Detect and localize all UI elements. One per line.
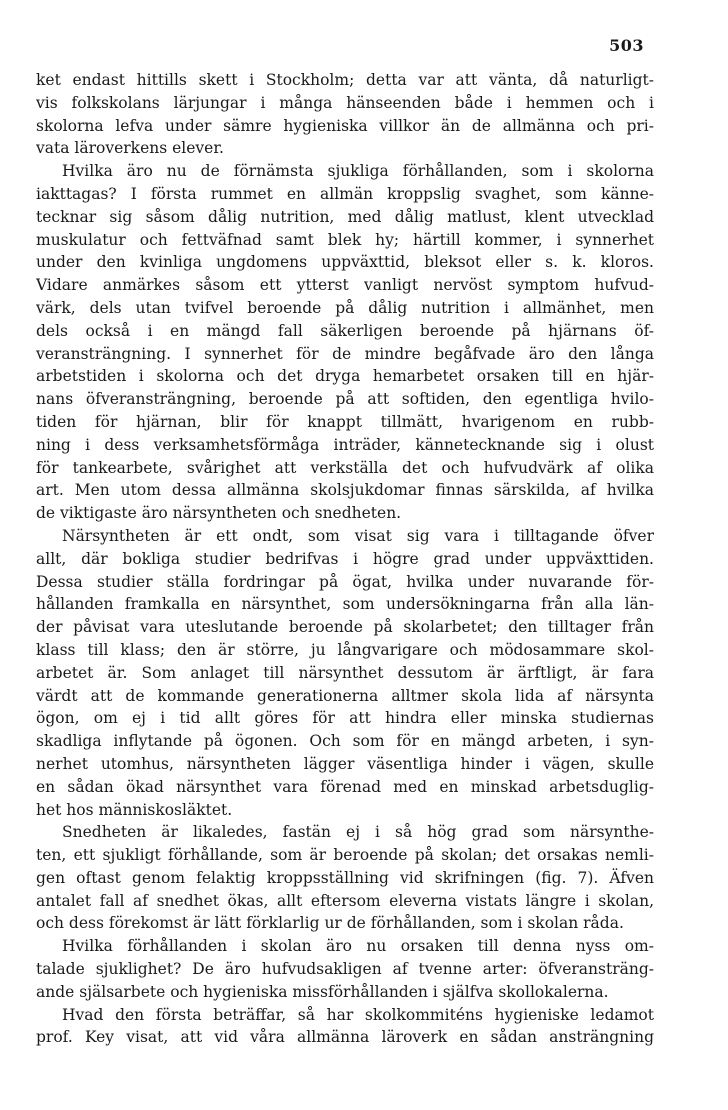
text-line: muskulatur och fettväfnad samt blek hy; härtill kommer, i synnerhet [36, 230, 654, 249]
text-line: antalet fall af snedhet ökas, allt eftersom eleverna vistats längre i skolan, [36, 891, 654, 910]
text-line: Vidare anmärkes såsom ett ytterst vanligt nervöst symptom hufvud- [36, 276, 654, 295]
text-line: nerhet utomhus, närsyntheten lägger väsentliga hinder i vägen, skulle [36, 754, 654, 773]
text-line: nans öfveransträngning, beroende på att softiden, den egentliga hvilo- [36, 390, 654, 409]
text-line: arbetstiden i skolorna och det dryga hemarbetet orsaken till en hjär- [36, 367, 654, 386]
text-line: ögon, om ej i tid allt göres för att hindra eller minska studiernas [36, 709, 654, 728]
text-line: iakttagas? I första rummet en allmän kroppslig svaghet, som känne- [36, 184, 654, 203]
text-line: der påvisat vara uteslutande beroende på skolarbetet; den tilltager från [36, 618, 654, 637]
text-line: Hvilka förhållanden i skolan äro nu orsaken till denna nyss om- [62, 937, 654, 956]
text-line: en sådan ökad närsynthet vara förenad med en minskad arbetsduglig- [36, 777, 654, 796]
text-line: de viktigaste äro närsyntheten och snedheten. [36, 504, 402, 523]
text-line: hållanden framkalla en närsynthet, som undersökningarna från alla län- [36, 595, 654, 614]
text-line: het hos människosläktet. [36, 800, 233, 819]
text-line: tecknar sig såsom dålig nutrition, med dålig matlust, klent utvecklad [36, 207, 654, 226]
text-line: Hvilka äro nu de förnämsta sjukliga förhållanden, som i skolorna [62, 162, 654, 181]
text-line: Dessa studier ställa fordringar på ögat, hvilka under nuvarande för- [36, 572, 654, 591]
page-number: 503 [609, 36, 644, 55]
text-line: skadliga inflytande på ögonen. Och som för en mängd arbeten, i syn- [36, 732, 654, 751]
text-line: vata läroverkens elever. [36, 139, 224, 158]
text-line: ning i dess verksamhetsförmåga inträder, kännetecknande sig i olust [36, 435, 654, 454]
text-line: Hvad den första beträffar, så har skolkommiténs hygieniske ledamot [62, 1005, 654, 1024]
text-line: dels också i en mängd fall säkerligen beroende på hjärnans öf- [36, 321, 654, 340]
text-line: veransträngning. I synnerhet för de mindre begåfvade äro den långa [36, 344, 654, 363]
text-line: gen oftast genom felaktig kroppsställning vid skrifningen (fig. 7). Äfven [36, 868, 654, 887]
text-line: vis folkskolans lärjungar i många hänseenden både i hemmen och i [36, 93, 654, 112]
text-line: skolorna lefva under sämre hygieniska villkor än de allmänna och pri- [36, 116, 654, 135]
text-line: Närsyntheten är ett ondt, som visat sig vara i tilltagande öfver [62, 526, 654, 545]
text-line: för tankearbete, svårighet att verkställa det och hufvudvärk af olika [36, 458, 654, 477]
text-line: arbetet är. Som anlaget till närsynthet dessutom är ärftligt, är fara [36, 663, 654, 682]
text-line: tiden för hjärnan, blir för knappt tillmätt, hvarigenom en rubb- [36, 412, 654, 431]
text-line: Snedheten är likaledes, fastän ej i så hög grad som närsynthe- [62, 823, 654, 842]
text-line: ket endast hittills skett i Stockholm; detta var att vänta, då naturligt- [36, 71, 654, 89]
text-line: och dess förekomst är lätt förklarlig ur de förhållanden, som i skolan råda. [36, 914, 624, 933]
text-line: värdt att de kommande generationerna alltmer skola lida af närsynta [36, 686, 654, 705]
text-line: ten, ett sjukligt förhållande, som är beroende på skolan; det orsakas nemli- [36, 846, 654, 865]
text-line: art. Men utom dessa allmänna skolsjukdomar finnas särskilda, af hvilka [36, 481, 654, 500]
body-text [36, 69, 654, 1049]
text-line: talade sjuklighet? De äro hufvudsakligen af tvenne arter: öfveransträng- [36, 960, 654, 979]
text-line: klass till klass; den är större, ju långvarigare och mödosammare skol- [36, 640, 654, 659]
text-line: ande själsarbete och hygieniska missförhållanden i själfva skollokalerna. [36, 982, 609, 1001]
text-line: under den kvinliga ungdomens uppväxttid, bleksot eller s. k. kloros. [36, 253, 654, 272]
text-line: prof. Key visat, att vid våra allmänna läroverk en sådan ansträngning [36, 1028, 654, 1047]
text-line: allt, där bokliga studier bedrifvas i högre grad under uppväxttiden. [36, 549, 654, 568]
text-line: värk, dels utan tvifvel beroende på dålig nutrition i allmänhet, men [36, 298, 654, 317]
